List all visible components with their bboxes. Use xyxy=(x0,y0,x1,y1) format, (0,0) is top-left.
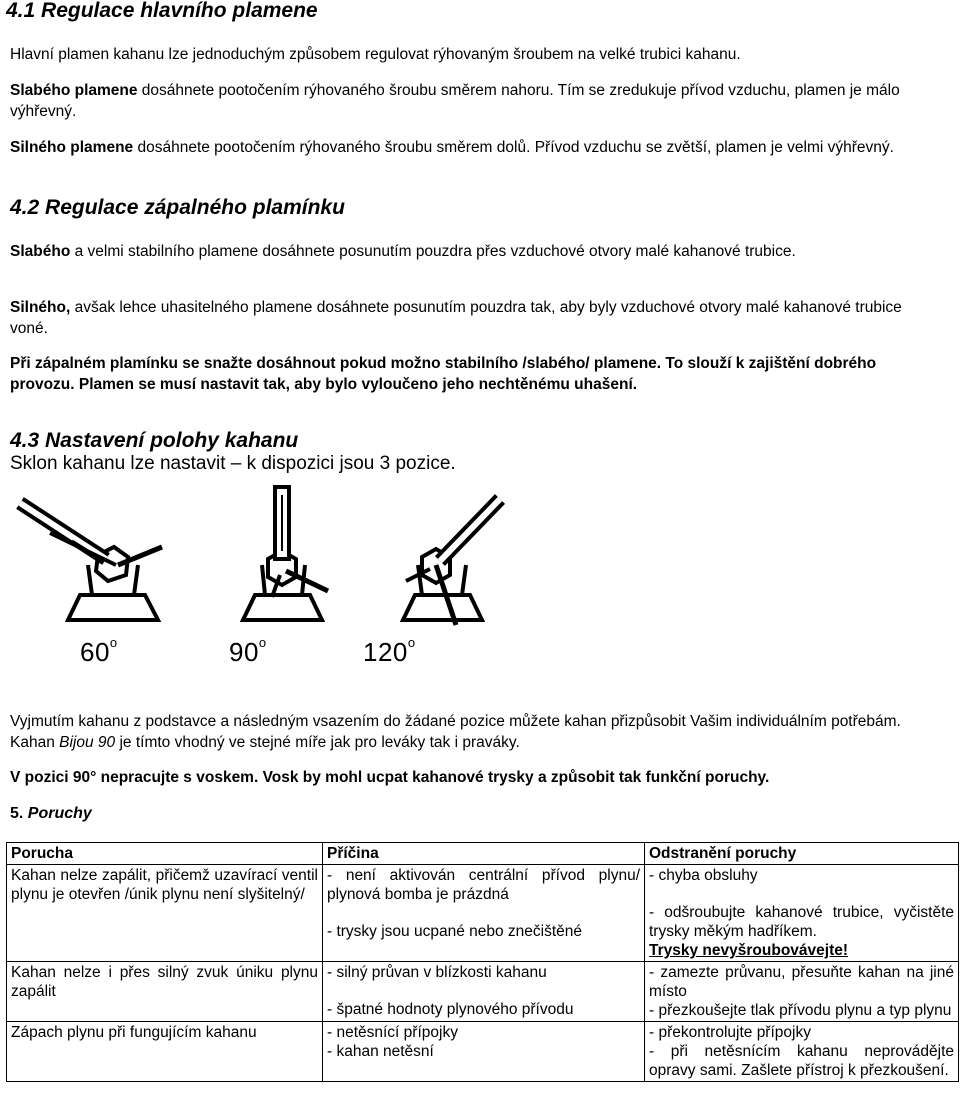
fault-cell: Kahan nelze zapálit, přičemž uzavírací ventil plynu je otevřen /únik plynu není slyšitelný/ xyxy=(11,867,318,903)
burner-90-icon xyxy=(243,487,328,620)
fix-item: - odšroubujte kahanové trubice, vyčistěte trysky měkým hadříkem. xyxy=(649,904,954,940)
cause-item: - trysky jsou ucpané nebo znečištěné xyxy=(327,923,583,940)
burner-120-icon xyxy=(403,499,500,625)
column-header: Porucha xyxy=(7,843,323,865)
column-header: Příčina xyxy=(323,843,645,865)
paragraph-text: je tímto vhodný ve stejné míře jak pro leváky tak i praváky. xyxy=(115,734,520,751)
paragraph-text: a velmi stabilního plamene dosáhnete posunutím pouzdra přes vzduchové otvory malé kahanové trubice. xyxy=(70,243,796,260)
bold-term: Slabého xyxy=(10,243,71,260)
fix-item: - při netěsnícím kahanu neprovádějte opravy sami. Zašlete přístroj k přezkoušení. xyxy=(649,1043,954,1079)
paragraph: Hlavní plamen kahanu lze jednoduchým způsobem regulovat rýhovaným šroubem na velké trubici kahanu. xyxy=(10,46,741,63)
cause-item: - není aktivován centrální přívod plynu/ plynová bomba je prázdná xyxy=(327,867,640,903)
paragraph xyxy=(10,711,935,753)
section-name: Poruchy xyxy=(27,805,92,822)
fault-cell: Kahan nelze i přes silný zvuk úniku plynu zapálit xyxy=(11,964,318,1000)
fix-item: - překontrolujte přípojky xyxy=(649,1024,811,1041)
cause-item: - silný průvan v blízkosti kahanu xyxy=(327,964,547,981)
paragraph xyxy=(10,297,935,339)
fix-item: - chyba obsluhy xyxy=(649,867,758,884)
angle-label-60: 60$^o$ xyxy=(80,635,118,667)
table-row xyxy=(7,1022,959,1082)
section-title-5 xyxy=(10,805,92,823)
fix-item: - zamezte průvanu, přesuňte kahan na jiné místo xyxy=(649,964,954,1000)
paragraph-bold: Při zápalném plamínku se snažte dosáhnout pokud možno stabilního /slabého/ plamene. To slouží k zajištění dobrého provozu. Plamen se musí nastavit tak, aby bylo vyloučeno jeho nechtěnému uhašení. xyxy=(10,355,877,393)
table-row xyxy=(7,962,959,1022)
section-number: 5. xyxy=(10,805,24,822)
bold-term: Silného plamene xyxy=(10,139,134,156)
section-title-4-1: 4.1 Regulace hlavního plamene xyxy=(6,0,318,22)
paragraph xyxy=(10,241,935,262)
cause-item: - špatné hodnoty plynového přívodu xyxy=(327,1001,574,1018)
paragraph xyxy=(10,80,935,122)
fault-cell: Zápach plynu při fungujícím kahanu xyxy=(11,1024,257,1041)
table-header-row xyxy=(7,843,959,865)
paragraph-text: dosáhnete pootočením rýhovaného šroubu směrem nahoru. Tím se zredukuje přívod vzduchu, plamen je málo výhřevný. xyxy=(10,82,900,120)
column-header: Odstranění poruchy xyxy=(645,843,959,865)
cause-item: - netěsnící přípojky xyxy=(327,1024,458,1041)
cause-item: - kahan netěsní xyxy=(327,1043,434,1060)
angle-label-90: 90$^o$ xyxy=(229,635,267,667)
fix-item: - přezkoušejte tlak přívodu plynu a typ plynu xyxy=(649,1002,952,1019)
paragraph-text: Vyjmutím kahanu z podstavce a následným vsazením do žádané pozice můžete kahan přizpůsobit Vašim individuálním potřebám. Kahan xyxy=(10,713,901,751)
paragraph-text: dosáhnete pootočením rýhovaného šroubu směrem dolů. Přívod vzduchu se zvětší, plamen je velmi výhřevný. xyxy=(133,139,894,156)
paragraph-text: avšak lehce uhasitelného plamene dosáhnete posunutím pouzdra tak, aby byly vzduchové otvory malé kahanové trubice voné. xyxy=(10,299,902,337)
angle-label-120: 120$^o$ xyxy=(363,635,416,667)
paragraph xyxy=(10,137,935,158)
bold-term: Slabého plamene xyxy=(10,82,138,99)
section-subtitle: Sklon kahanu lze nastavit – k dispozici jsou 3 pozice. xyxy=(10,453,456,474)
table-row xyxy=(7,865,959,962)
warning-paragraph: V pozici 90° nepracujte s voskem. Vosk by mohl ucpat kahanové trysky a způsobit tak funkční poruchy. xyxy=(10,769,770,786)
section-title-4-2: 4.2 Regulace zápalného plamínku xyxy=(10,196,345,219)
bold-term: Silného, xyxy=(10,299,71,316)
section-title-4-3: 4.3 Nastavení polohy kahanu xyxy=(10,429,299,452)
burner-60-icon xyxy=(20,503,162,620)
burner-positions-illustration xyxy=(10,485,530,630)
fix-warning: Trysky nevyšroubovávejte! xyxy=(649,942,849,959)
faults-table xyxy=(6,842,959,1082)
product-name: Bijou 90 xyxy=(59,734,116,751)
